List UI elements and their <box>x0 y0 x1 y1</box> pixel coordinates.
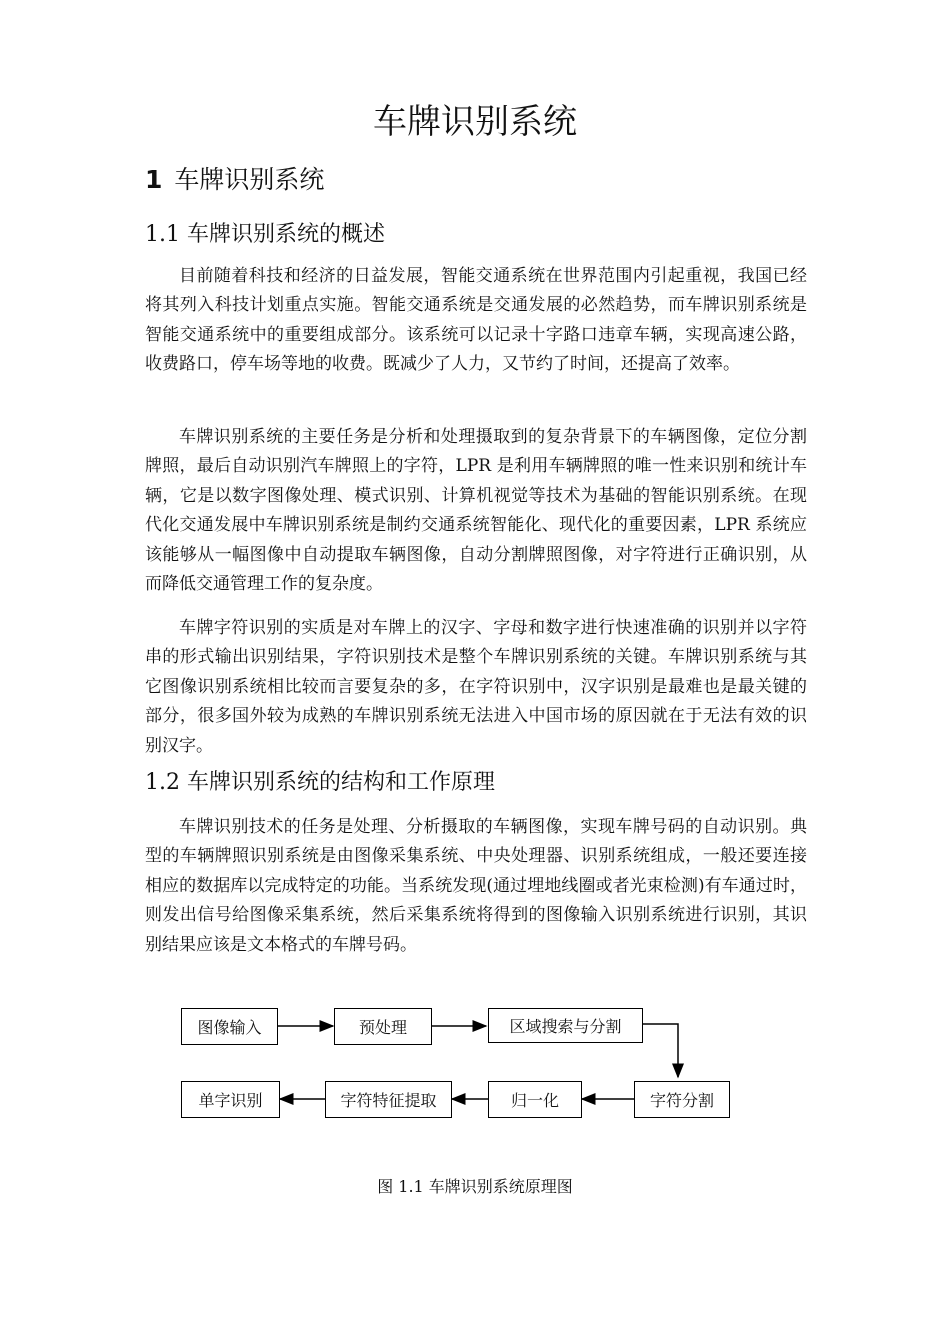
flow-box-normalize: 归一化 <box>488 1081 582 1118</box>
flow-box-preprocess: 预处理 <box>334 1008 432 1045</box>
section-1-number: 1 <box>145 165 163 194</box>
flow-box-image-input: 图像输入 <box>181 1008 278 1045</box>
section-1-1-heading: 1.1 车牌识别系统的概述 <box>145 222 385 247</box>
paragraph-overview-2: 车牌识别系统的主要任务是分析和处理摄取到的复杂背景下的车辆图像，定位分割牌照，最后自动识别汽车牌照上的字符，LPR 是利用车辆牌照的唯一性来识别和统计车辆，它是以数字图像处理、模式识别、计算机视觉等技术为基础的智能识别系统。在现代化交通发展中车牌识别系统是制约交通系统智能化、现代化的重要因素，LPR 系统应该能够从一幅图像中自动提取车辆图像，自动分割牌照图像，对字符进行正确识别，从而降低交通管理工作的复杂度。 <box>145 427 807 595</box>
flow-box-char-split: 字符分割 <box>634 1081 730 1118</box>
section-1-2-heading: 1.2 车牌识别系统的结构和工作原理 <box>145 770 495 795</box>
paragraph-structure: 车牌识别技术的任务是处理、分析摄取的车辆图像，实现车牌号码的自动识别。典型的车辆牌照识别系统是由图像采集系统、中央处理器、识别系统组成，一般还要连接相应的数据库以完成特定的功能。当系统发现(通过埋地线圈或者光束检测)有车通过时，则发出信号给图像采集系统，然后采集系统将得到的图像输入识别系统进行识别，其识别结果应该是文本格式的车牌号码。 <box>145 817 807 955</box>
section-1-heading <box>145 160 324 200</box>
flow-box-feature-extract: 字符特征提取 <box>325 1081 452 1118</box>
paragraph-overview-1: 目前随着科技和经济的日益发展，智能交通系统在世界范围内引起重视，我国已经将其列入科技计划重点实施。智能交通系统是交通发展的必然趋势，而车牌识别系统是智能交通系统中的重要组成部分。该系统可以记录十字路口违章车辆，实现高速公路，收费路口，停车场等地的收费。既减少了人力，又节约了时间，还提高了效率。 <box>145 266 807 375</box>
section-1-title: 车牌识别系统 <box>174 165 325 194</box>
flow-box-char-recognition: 单字识别 <box>181 1081 280 1118</box>
paragraph-overview-3: 车牌字符识别的实质是对车牌上的汉字、字母和数字进行快速准确的识别并以字符串的形式输出识别结果，字符识别技术是整个车牌识别系统的关键。车牌识别系统与其它图像识别系统相比较而言要复杂的多，在字符识别中，汉字识别是最难也是最关键的部分，很多国外较为成熟的车牌识别系统无法进入中国市场的原因就在于无法有效的识别汉字。 <box>145 618 807 756</box>
flow-box-region-segment: 区域搜索与分割 <box>488 1008 643 1043</box>
document-title: 车牌识别系统 <box>373 102 577 142</box>
arrow-segment-to-charsplit <box>643 1024 678 1077</box>
figure-caption: 图 1.1 车牌识别系统原理图 <box>377 1177 573 1196</box>
